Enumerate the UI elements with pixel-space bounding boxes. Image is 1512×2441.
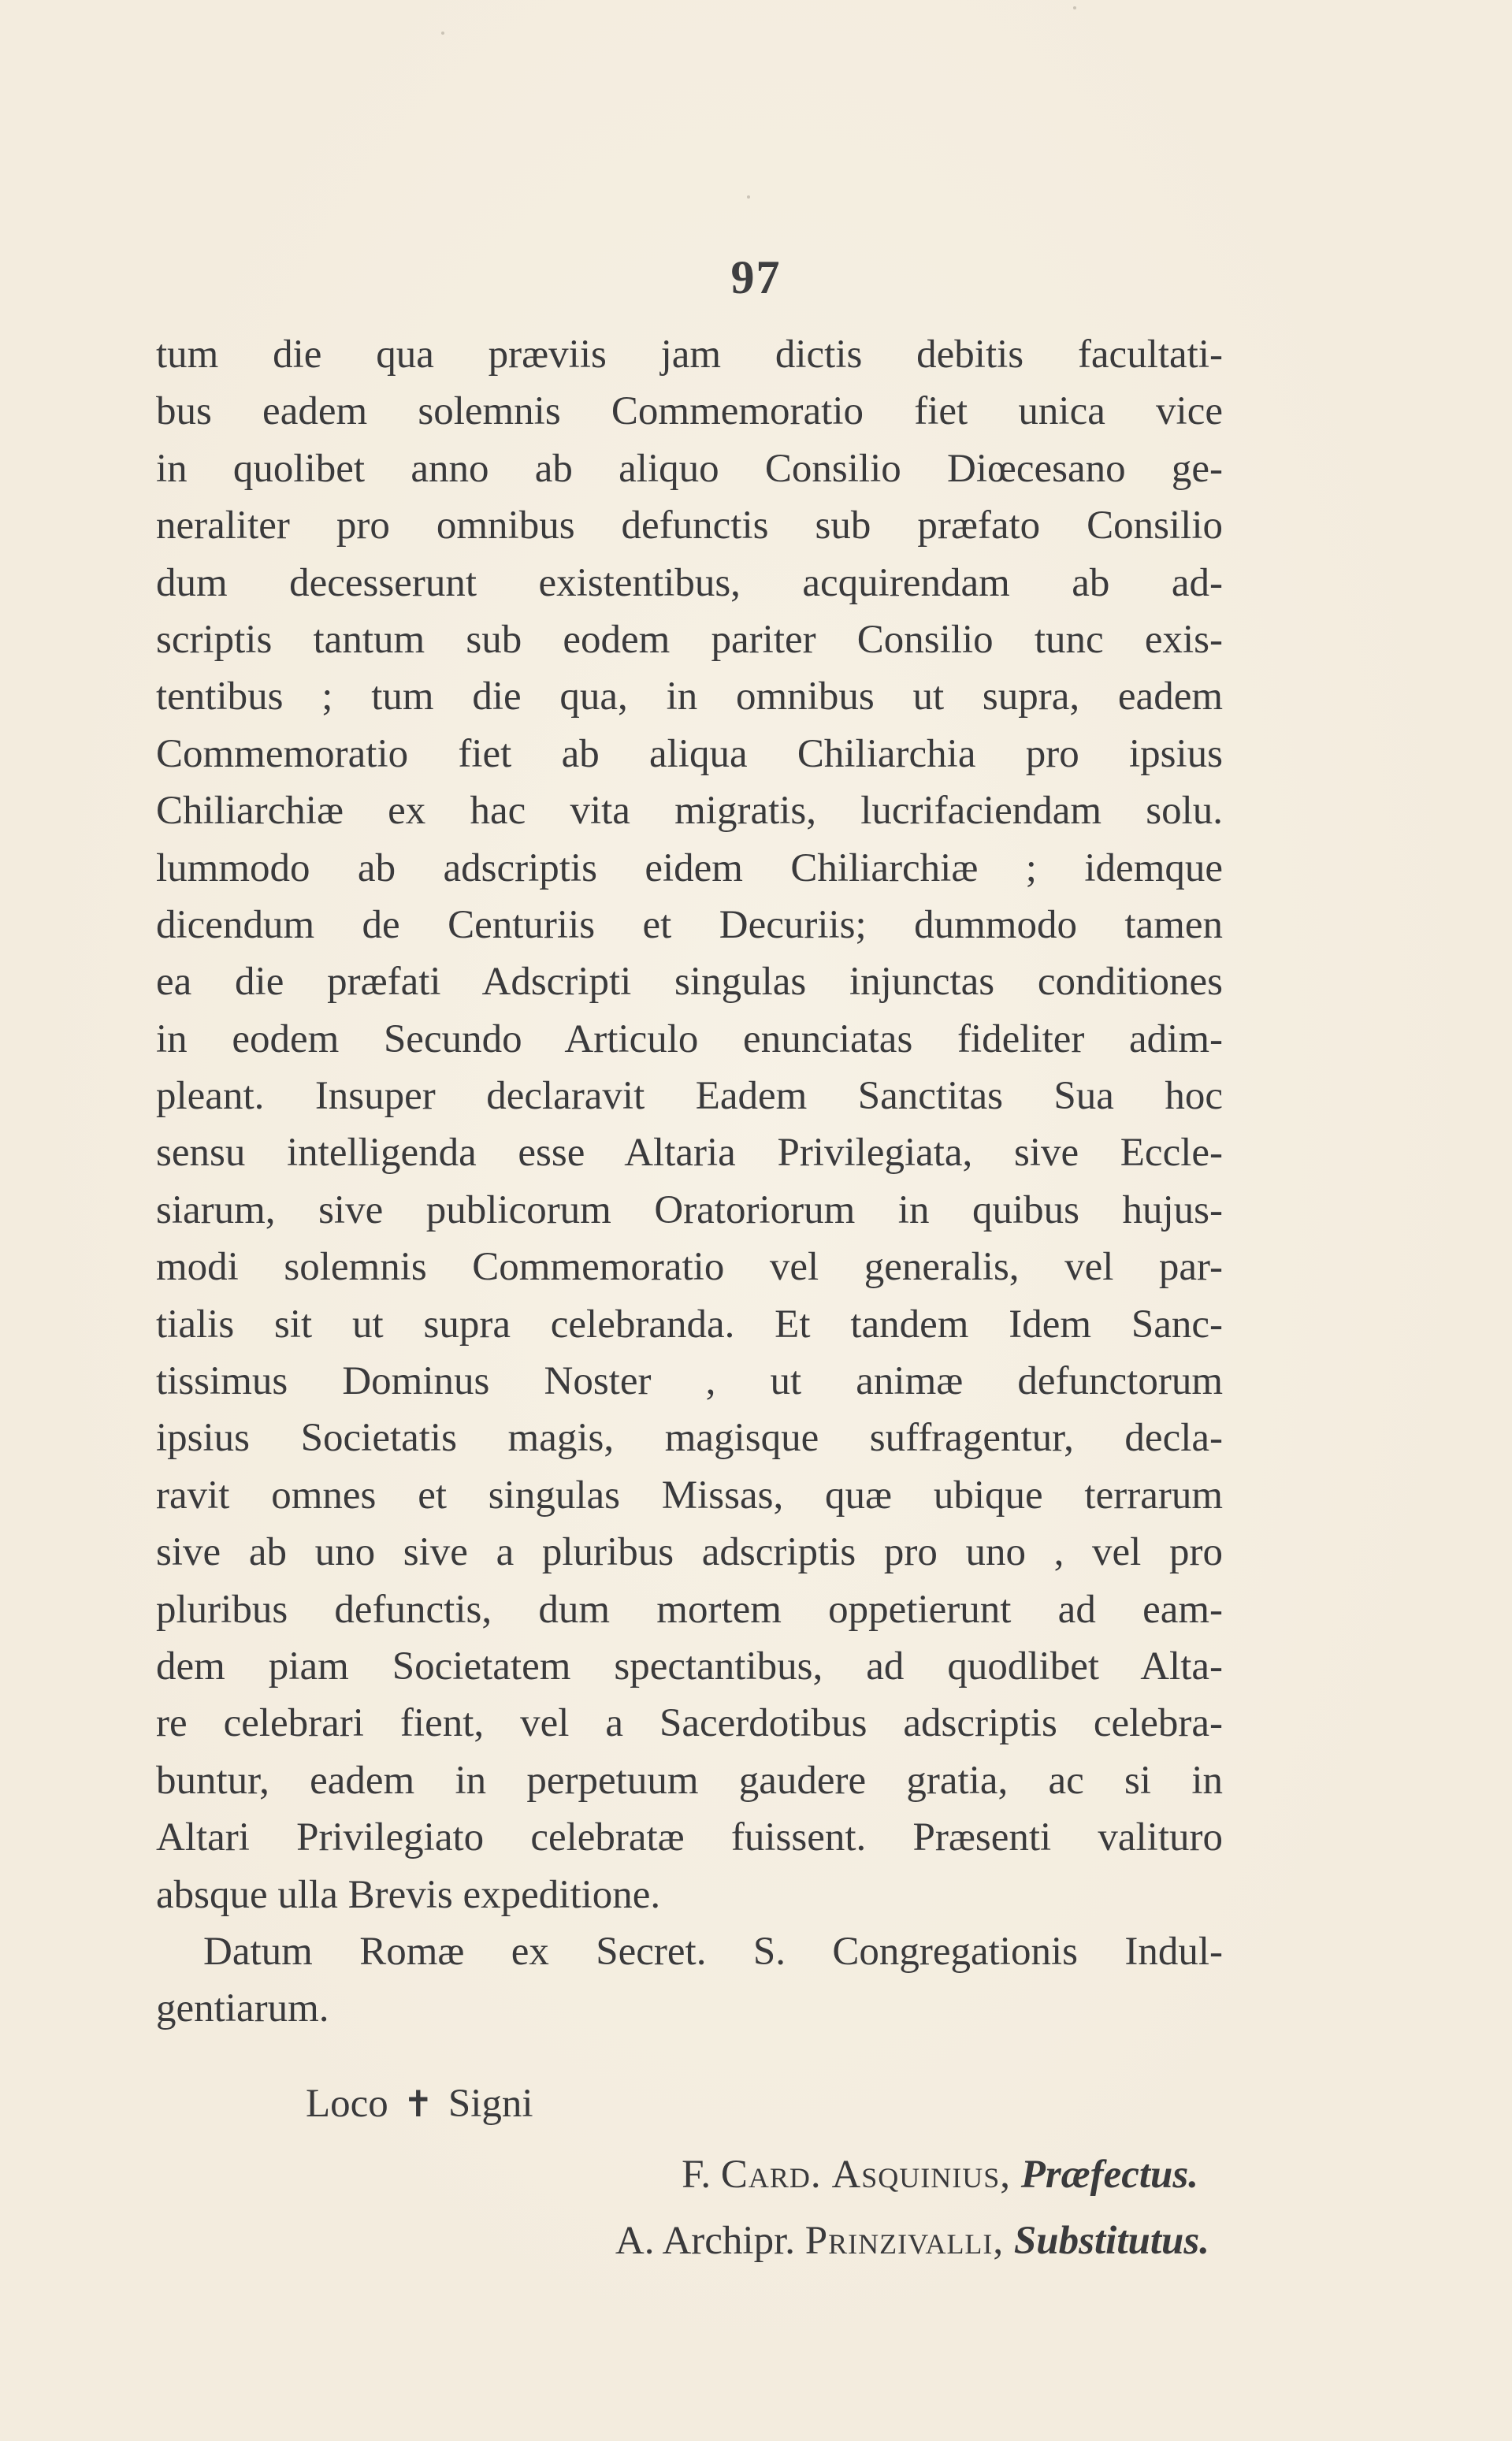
text-line: ea die præfati Adscripti singulas injunctas conditiones [156,960,1223,1005]
text-line: Chiliarchiæ ex hac vita migratis, lucrifaciendam solu. [156,789,1223,834]
text-line: neraliter pro omnibus defunctis sub præfato Consilio [156,503,1223,548]
text-line: pleant. Insuper declaravit Eadem Sanctitas Sua hoc [156,1074,1223,1119]
signature-initial: A. [615,2219,655,2263]
cross-icon: ✝ [403,2084,434,2124]
text-line: absque ulla Brevis expeditione. [156,1872,661,1917]
text-line: tum die qua præviis jam dictis debitis facultati- [156,333,1223,377]
text-line: in eodem Secundo Articulo enunciatas fideliter adim- [156,1016,1223,1061]
signature-name: Prinzivalli, [804,2219,1005,2263]
text-line: lummodo ab adscriptis eidem Chiliarchiæ ; idemque [156,845,1223,890]
signature-title: Archipr. [662,2219,795,2263]
text-line: dum decesserunt existentibus, acquirendam ab ad- [156,560,1223,605]
loco-word: Loco [306,2082,388,2126]
text-line: dicendum de Centuriis et Decuriis; dummodo tamen [156,902,1223,947]
page-number: 97 [730,251,782,303]
text-line: tentibus ; tum die qua, in omnibus ut supra, eadem [156,674,1223,719]
text-line: ravit omnes et singulas Missas, quæ ubique terrarum [156,1473,1223,1518]
text-line: sensu intelligenda esse Altaria Privilegiata, sive Eccle- [156,1131,1223,1176]
text-line: Altari Privilegiato celebratæ fuissent. Præsenti valituro [156,1815,1223,1860]
text-line: scriptis tantum sub eodem pariter Consilio tunc exis- [156,617,1223,662]
text-line: modi solemnis Commemoratio vel generalis, vel par- [156,1245,1223,1290]
text-line: siarum, sive publicorum Oratoriorum in quibus hujus- [156,1187,1223,1232]
text-line: bus eadem solemnis Commemoratio fiet unica vice [156,389,1223,434]
signature-role: Præfectus. [1020,2153,1198,2197]
text-line: gentiarum. [156,1986,329,2031]
text-line: Datum Romæ ex Secret. S. Congregationis Indul- [203,1929,1223,1974]
text-line: dem piam Societatem spectantibus, ad quodlibet Alta- [156,1644,1223,1689]
text-line: pluribus defunctis, dum mortem oppetierunt ad eam- [156,1587,1223,1632]
paper-speck [441,32,444,35]
signature-title: Card. [720,2153,822,2197]
signature-substitute [615,2213,1209,2269]
text-line: Commemoratio fiet ab aliqua Chiliarchia pro ipsius [156,731,1223,776]
text-line: sive ab uno sive a pluribus adscriptis pro uno , vel pro [156,1530,1223,1575]
paper-speck [1073,6,1076,9]
signature-initial: F. [682,2153,711,2197]
text-line: re celebrari fient, vel a Sacerdotibus adscriptis celebra- [156,1701,1223,1746]
body-text [156,326,1223,2038]
text-line: tialis sit ut supra celebranda. Et tandem Idem Sanc- [156,1302,1223,1347]
text-line: ipsius Societatis magis, magisque suffragentur, decla- [156,1416,1223,1461]
signature-name: Asquinius, [831,2153,1012,2197]
signature-prefect [682,2146,1198,2203]
seal-placeholder [306,2075,533,2133]
text-line: in quolibet anno ab aliquo Consilio Diœcesano ge- [156,446,1223,491]
text-line: buntur, eadem in perpetuum gaudere gratia, ac si in [156,1758,1223,1803]
signature-role: Substitutus. [1013,2219,1209,2263]
signi-word: Signi [448,2082,533,2126]
text-line: tissimus Dominus Noster , ut animæ defunctorum [156,1359,1223,1404]
paper-speck [747,195,750,199]
